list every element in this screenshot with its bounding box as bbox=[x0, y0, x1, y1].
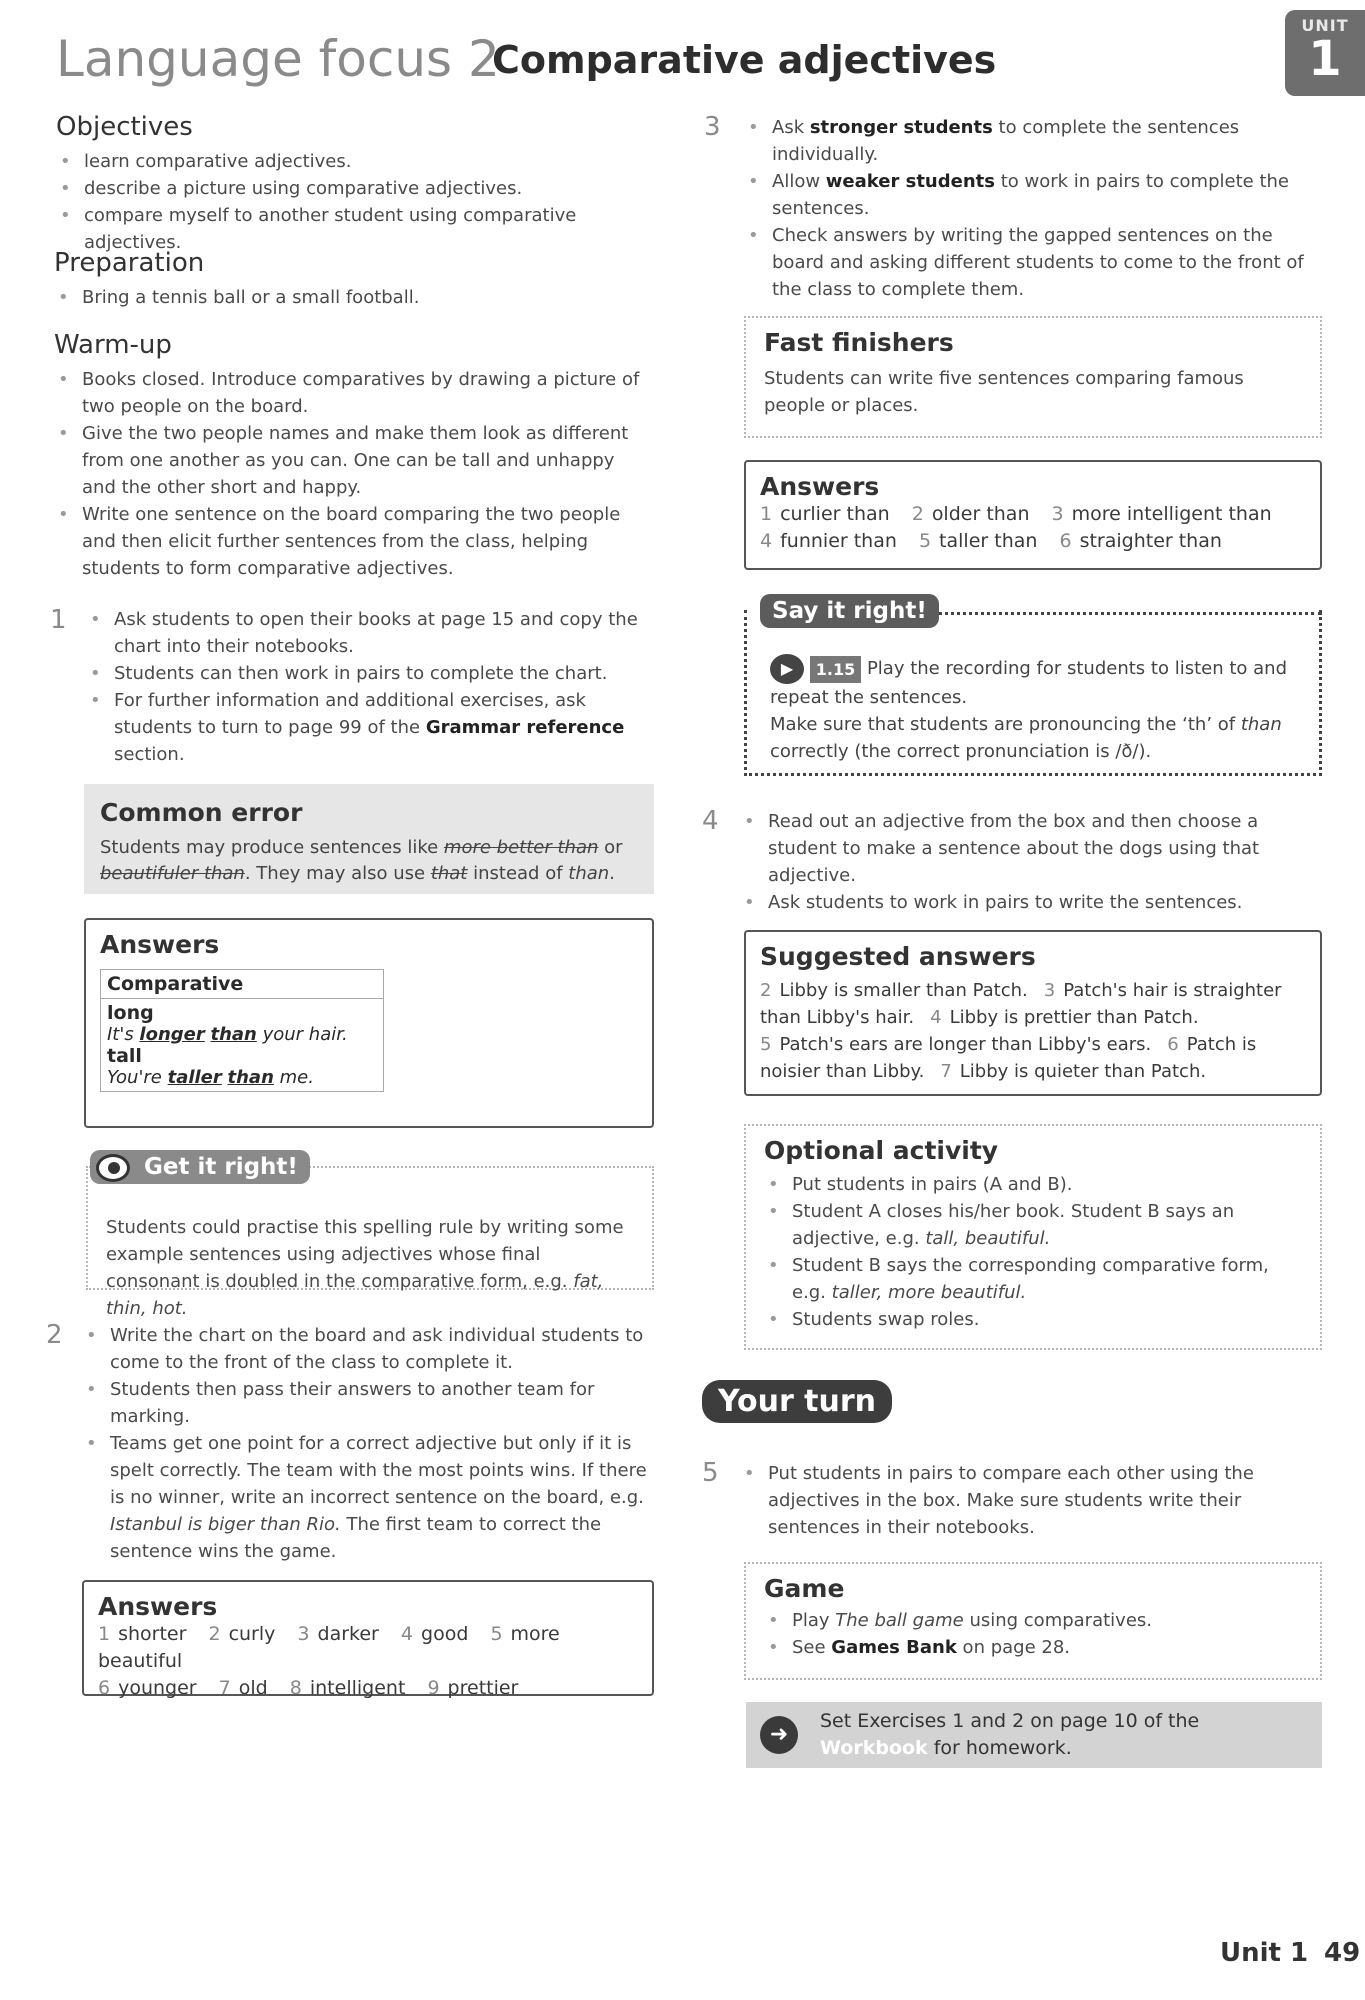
example-sentence bbox=[107, 1024, 377, 1045]
answer: old bbox=[238, 1677, 268, 1699]
fast-finishers-text: Students can write five sentences comparing famous people or places. bbox=[764, 368, 1244, 416]
title-language-focus: Language focus 2 bbox=[56, 30, 500, 88]
answer: straighter than bbox=[1079, 530, 1222, 552]
list-item: • Put students in pairs (A and B). bbox=[764, 1171, 1302, 1198]
step3-section bbox=[744, 114, 1324, 303]
answer: Patch is bbox=[1186, 1034, 1257, 1055]
answer-number: 4 bbox=[400, 1623, 414, 1645]
list-item: • describe a picture using comparative adjectives. bbox=[56, 175, 656, 202]
optional-activity-box bbox=[744, 1124, 1322, 1350]
answers-heading: Answers bbox=[98, 1592, 218, 1621]
list-item: • Write the chart on the board and ask individual students to come to the front of the class to complete it. bbox=[82, 1322, 652, 1376]
answer: curly bbox=[228, 1623, 276, 1645]
answer: noisier than Libby. bbox=[760, 1061, 925, 1082]
fast-finishers-heading: Fast finishers bbox=[764, 328, 954, 357]
warmup-heading: Warm-up bbox=[54, 330, 172, 360]
track-number: 1.15 bbox=[810, 656, 861, 683]
game-heading: Game bbox=[764, 1574, 845, 1603]
answers-row bbox=[760, 501, 1306, 528]
answer-number: 1 bbox=[760, 503, 773, 525]
list-item bbox=[82, 1430, 652, 1565]
answer: more beautiful bbox=[98, 1623, 560, 1672]
step-number-5: 5 bbox=[702, 1458, 719, 1488]
title-comparative-adjectives: Comparative adjectives bbox=[492, 38, 997, 82]
divider bbox=[926, 612, 1322, 615]
text: The ball game bbox=[835, 1610, 964, 1631]
answer-number: 7 bbox=[940, 1061, 952, 1082]
preparation-section bbox=[54, 248, 654, 311]
footer-unit: Unit 1 bbox=[1220, 1938, 1309, 1968]
text: longer bbox=[139, 1024, 205, 1045]
text: for homework. bbox=[927, 1737, 1072, 1759]
text: using comparatives. bbox=[963, 1610, 1152, 1631]
list-item bbox=[764, 1607, 1302, 1634]
step5-section bbox=[740, 1460, 1320, 1541]
list-item bbox=[744, 168, 1324, 222]
answer: good bbox=[421, 1623, 469, 1645]
list-item: • Read out an adjective from the box and then choose a student to make a sentence about the dogs using that adjective. bbox=[740, 808, 1320, 889]
answer: curlier than bbox=[780, 503, 890, 525]
unit-badge-number: 1 bbox=[1308, 31, 1342, 87]
text: taller bbox=[167, 1067, 222, 1088]
answer: older than bbox=[931, 503, 1030, 525]
speaker-icon[interactable]: ▶ bbox=[770, 654, 804, 684]
answer: prettier bbox=[447, 1677, 519, 1699]
answer: Patch's ears are longer than Libby's ears. bbox=[779, 1034, 1152, 1055]
common-error-text bbox=[100, 835, 638, 887]
text: correctly (the correct pronunciation is /ð/). bbox=[770, 741, 1152, 762]
answer: Libby is prettier than Patch. bbox=[949, 1007, 1199, 1028]
list-item: • learn comparative adjectives. bbox=[56, 148, 656, 175]
text: For further information and additional exercises, ask students to turn to page 99 of the bbox=[114, 690, 586, 738]
list-item: • Students then pass their answers to another team for marking. bbox=[82, 1376, 652, 1430]
answer-number: 8 bbox=[289, 1677, 302, 1699]
step1-section bbox=[86, 606, 646, 768]
say-it-right-text1: Play the recording for students to listen to and repeat the sentences. bbox=[770, 658, 1287, 708]
list-item bbox=[764, 1252, 1302, 1306]
text: than bbox=[1240, 714, 1282, 735]
text: taller, more beautiful. bbox=[831, 1282, 1027, 1303]
list-item: • Bring a tennis ball or a small football. bbox=[54, 284, 654, 311]
get-it-right-pill bbox=[90, 1150, 310, 1184]
step-number-2: 2 bbox=[46, 1320, 63, 1350]
answers-row bbox=[98, 1621, 638, 1675]
optional-activity-heading: Optional activity bbox=[764, 1136, 999, 1165]
answer-number: 5 bbox=[760, 1034, 772, 1055]
answer-number: 9 bbox=[427, 1677, 440, 1699]
answers-row bbox=[760, 1058, 1306, 1085]
text: Games Bank bbox=[831, 1637, 957, 1658]
answer-number: 3 bbox=[1051, 503, 1064, 525]
comparative-table bbox=[100, 969, 384, 1092]
answers-heading: Answers bbox=[760, 472, 880, 501]
text: tall, beautiful. bbox=[925, 1228, 1051, 1249]
suggested-answers-box bbox=[744, 930, 1322, 1096]
answer-number: 4 bbox=[760, 530, 773, 552]
answer-number: 6 bbox=[1059, 530, 1072, 552]
answer-number: 3 bbox=[1043, 980, 1056, 1001]
list-item: • Students swap roles. bbox=[764, 1306, 1302, 1333]
answer-number: 5 bbox=[490, 1623, 503, 1645]
answer-number: 3 bbox=[297, 1623, 310, 1645]
step-number-1: 1 bbox=[50, 605, 67, 635]
example-sentence bbox=[107, 1067, 377, 1088]
step4-section bbox=[740, 808, 1320, 916]
answer-number: 5 bbox=[918, 530, 932, 552]
answers-box-2 bbox=[82, 1580, 654, 1699]
answer: intelligent bbox=[309, 1677, 406, 1699]
list-item bbox=[764, 1198, 1302, 1252]
answer: more intelligent than bbox=[1071, 503, 1272, 525]
text: Make sure that students are pronouncing the ‘th’ of bbox=[770, 714, 1241, 735]
adjective: tall bbox=[107, 1045, 142, 1067]
step-number-3: 3 bbox=[704, 112, 721, 142]
get-it-right-title: Get it right! bbox=[144, 1154, 298, 1180]
text: to work in pairs to complete the sentences. bbox=[772, 171, 1289, 219]
text: Allow bbox=[772, 171, 826, 192]
text: . They may also use bbox=[244, 863, 431, 884]
table-header: Comparative bbox=[101, 970, 384, 999]
table-cell bbox=[101, 999, 384, 1092]
answer-number: 2 bbox=[208, 1623, 221, 1645]
list-item: • Check answers by writing the gapped sentences on the board and asking different students to come to the front of the class to complete them. bbox=[744, 222, 1324, 303]
workbook-label: Workbook bbox=[820, 1737, 928, 1759]
list-item: • Ask students to open their books at page 15 and copy the chart into their notebooks. bbox=[86, 606, 646, 660]
list-item bbox=[764, 1634, 1302, 1661]
fast-finishers-box bbox=[744, 316, 1322, 438]
error-example: that bbox=[430, 863, 468, 884]
text: instead of bbox=[467, 863, 569, 884]
text: It's bbox=[107, 1024, 140, 1045]
common-error-box bbox=[84, 784, 654, 894]
step-number-4: 4 bbox=[702, 806, 719, 836]
list-item: • Ask students to work in pairs to write the sentences. bbox=[740, 889, 1320, 916]
text: to complete the sentences individually. bbox=[772, 117, 1240, 165]
answers-row bbox=[760, 528, 1306, 555]
text: Students may produce sentences like bbox=[100, 837, 444, 858]
text: Student A closes his/her book. Student B says an adjective, e.g. bbox=[792, 1201, 1235, 1249]
answer: younger bbox=[118, 1677, 197, 1699]
text: Teams get one point for a correct adjective but only if it is spelt correctly. The team with the most points wins. If there is no winner, write an incorrect sentence on the board, e.g. bbox=[110, 1433, 647, 1508]
common-error-heading: Common error bbox=[100, 798, 303, 827]
answer: taller than bbox=[939, 530, 1038, 552]
answer: than Libby's hair. bbox=[760, 1007, 915, 1028]
text: Set Exercises 1 and 2 on page 10 of the bbox=[820, 1710, 1200, 1732]
page-number: 49 bbox=[1324, 1938, 1361, 1968]
objectives-heading: Objectives bbox=[56, 112, 193, 142]
list-item: • Books closed. Introduce comparatives by drawing a picture of two people on the board. bbox=[54, 366, 654, 420]
adjective: long bbox=[107, 1002, 154, 1024]
answer-number: 2 bbox=[911, 503, 924, 525]
warmup-section bbox=[54, 330, 654, 582]
your-turn-pill: Your turn bbox=[702, 1380, 892, 1423]
answer: Patch's hair is straighter bbox=[1063, 980, 1282, 1001]
list-item: • compare myself to another student using comparative adjectives. bbox=[56, 202, 656, 256]
answer-number: 7 bbox=[218, 1677, 231, 1699]
text: me. bbox=[273, 1067, 314, 1088]
error-example: more better than bbox=[443, 837, 599, 858]
text: than bbox=[227, 1067, 274, 1088]
answer-number: 4 bbox=[930, 1007, 942, 1028]
unit-badge-word: UNIT bbox=[1301, 16, 1349, 35]
say-it-right-content bbox=[770, 654, 1310, 765]
answer-number: 2 bbox=[760, 980, 772, 1001]
text: The first team to correct the sentence wins the game. bbox=[110, 1514, 602, 1562]
answer: Libby is quieter than Patch. bbox=[959, 1061, 1207, 1082]
get-it-right-text bbox=[106, 1214, 634, 1322]
game-box bbox=[744, 1562, 1322, 1680]
text: on page 28. bbox=[956, 1637, 1070, 1658]
text: See bbox=[792, 1637, 832, 1658]
list-item: • Put students in pairs to compare each other using the adjectives in the box. Make sure students write their sentences in their notebooks. bbox=[740, 1460, 1320, 1541]
answers-row bbox=[98, 1675, 638, 1702]
answers-row bbox=[760, 1031, 1306, 1058]
unit-badge bbox=[1285, 10, 1365, 96]
text: section. bbox=[114, 744, 185, 765]
suggested-answers-heading: Suggested answers bbox=[760, 942, 1036, 971]
answer: funnier than bbox=[780, 530, 897, 552]
text: Ask bbox=[772, 117, 810, 138]
text: than bbox=[568, 863, 610, 884]
answers-box-1 bbox=[84, 918, 654, 1128]
answers-box-3 bbox=[744, 460, 1322, 570]
say-it-right-text2 bbox=[770, 711, 1310, 765]
eye-icon bbox=[96, 1154, 130, 1182]
answer: Libby is smaller than Patch. bbox=[779, 980, 1028, 1001]
objectives-section bbox=[56, 112, 656, 256]
text: Play bbox=[792, 1610, 836, 1631]
text: your hair. bbox=[256, 1024, 348, 1045]
text: Student B says the corresponding comparative form, e.g. bbox=[792, 1255, 1269, 1303]
text: stronger students bbox=[809, 117, 993, 138]
answer-number: 6 bbox=[98, 1677, 111, 1699]
text: than bbox=[210, 1024, 257, 1045]
list-item: • Students can then work in pairs to complete the chart. bbox=[86, 660, 646, 687]
get-it-right-box bbox=[86, 1166, 654, 1319]
text: Istanbul is biger than Rio. bbox=[110, 1514, 341, 1535]
answer-number: 1 bbox=[98, 1623, 111, 1645]
answers-row bbox=[760, 977, 1306, 1004]
error-example: beautifuler than bbox=[100, 863, 245, 884]
text: or bbox=[598, 837, 623, 858]
step2-section bbox=[82, 1322, 652, 1565]
list-item: • Give the two people names and make them look as different from one another as you can. One can be tall and unhappy and the other short and happy. bbox=[54, 420, 654, 501]
answer: shorter bbox=[118, 1623, 187, 1645]
answer: darker bbox=[317, 1623, 379, 1645]
say-it-right-pill: Say it right! bbox=[760, 594, 939, 628]
list-item: • Write one sentence on the board comparing the two people and then elicit further sentences from the class, helping students to form comparative adjectives. bbox=[54, 501, 654, 582]
text: fat, thin, hot. bbox=[106, 1271, 604, 1319]
text: . bbox=[609, 863, 615, 884]
list-item bbox=[744, 114, 1324, 168]
arrow-circle-icon: ➜ bbox=[760, 1716, 798, 1754]
grammar-reference-label: Grammar reference bbox=[425, 717, 625, 738]
answers-heading: Answers bbox=[100, 930, 220, 959]
text: weaker students bbox=[825, 171, 995, 192]
preparation-heading: Preparation bbox=[54, 248, 205, 278]
text: Students could practise this spelling rule by writing some example sentences using adjectives whose final consonant is doubled in the comparative form, e.g. bbox=[106, 1217, 624, 1292]
homework-box bbox=[746, 1702, 1322, 1768]
answers-row bbox=[760, 1004, 1306, 1031]
answer-number: 6 bbox=[1167, 1034, 1179, 1055]
text: You're bbox=[107, 1067, 168, 1088]
list-item bbox=[86, 687, 646, 768]
